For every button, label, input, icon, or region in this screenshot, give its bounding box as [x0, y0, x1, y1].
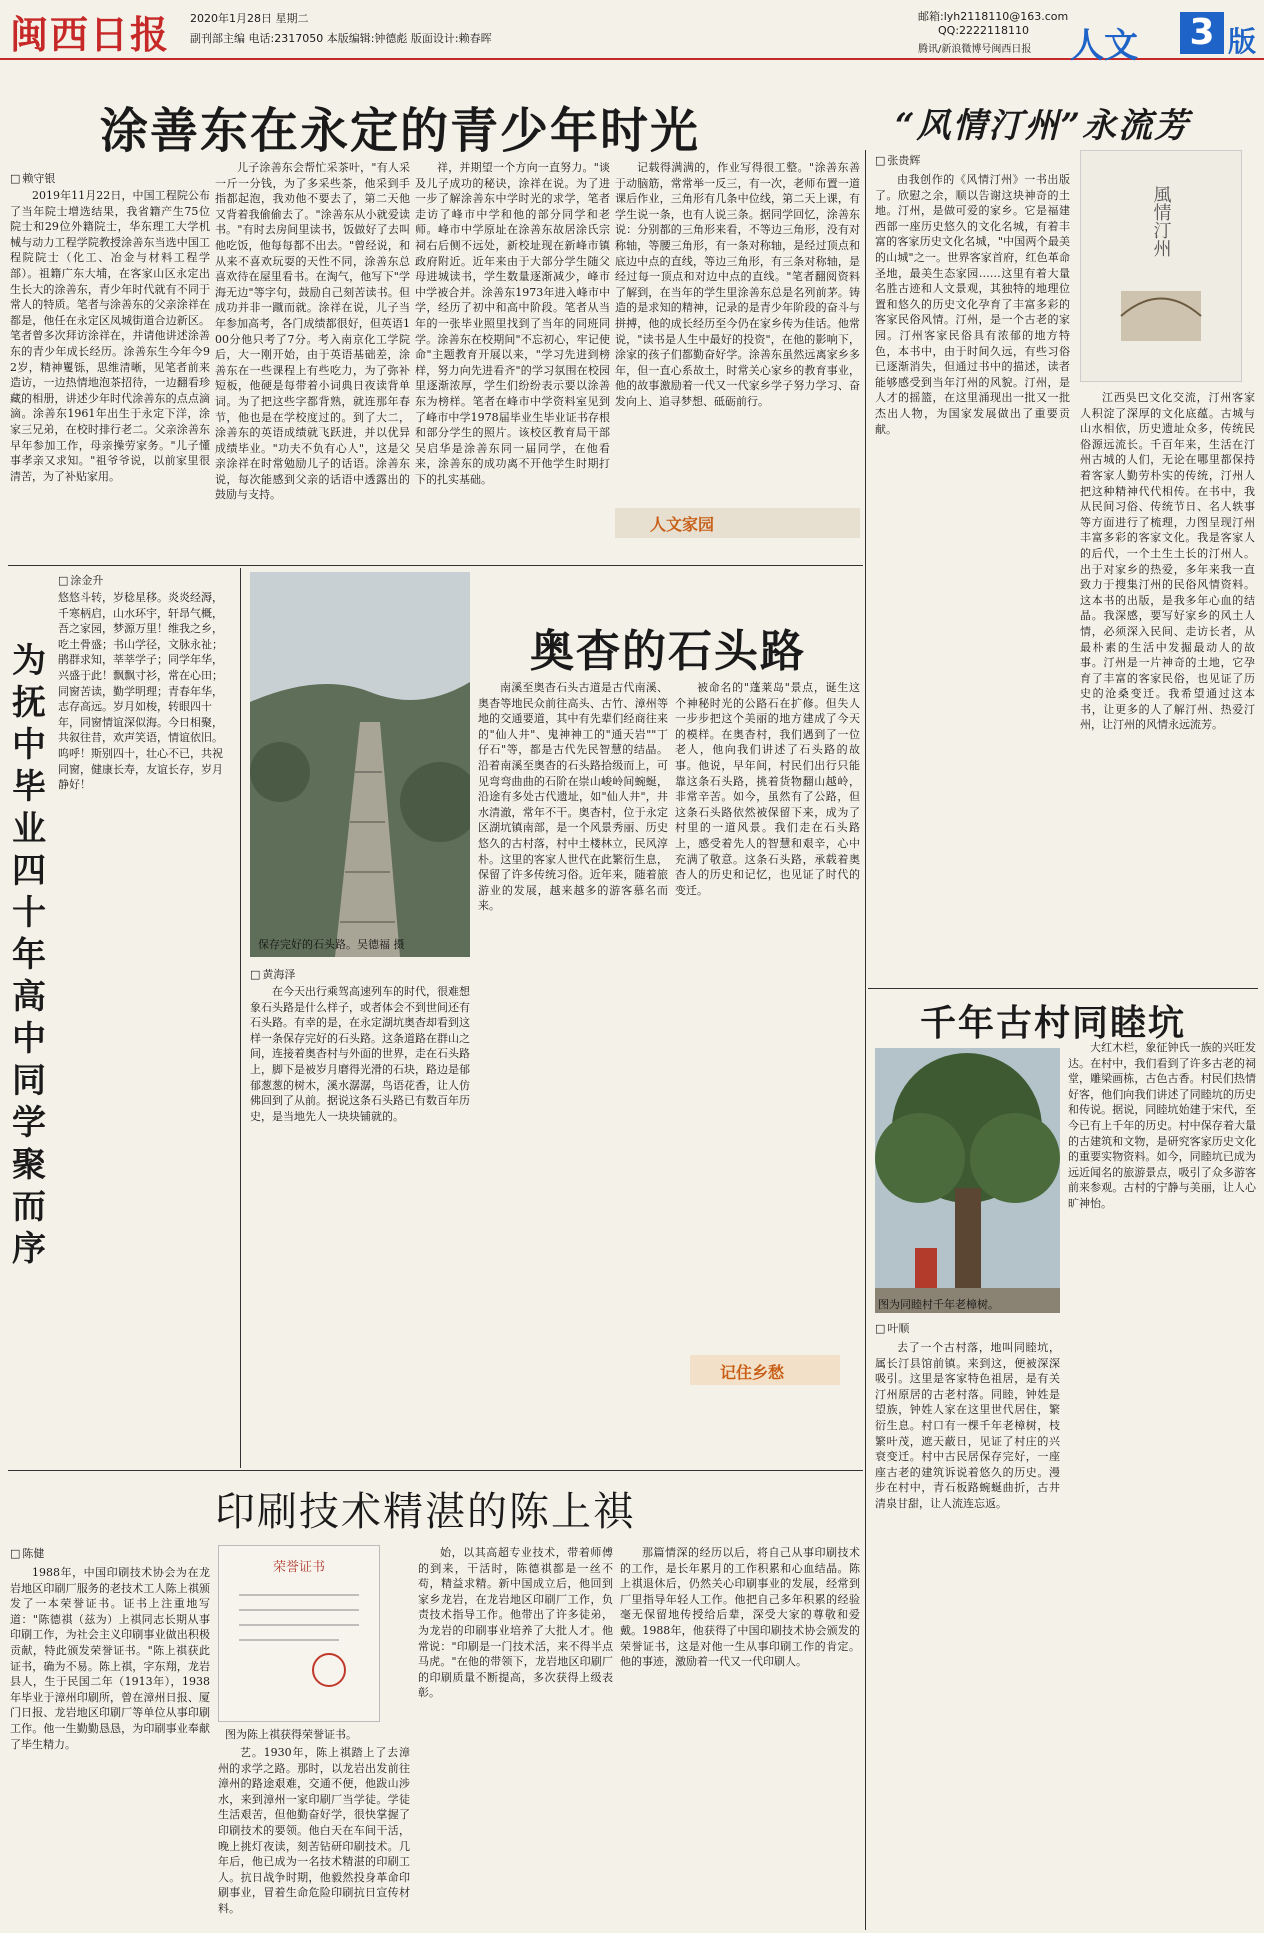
certificate-text: 荣誉证书	[272, 1560, 325, 1575]
article4-title: 千年古村同睦坑	[920, 1002, 1187, 1044]
article1-title: 涂善东在永定的青少年时光	[100, 103, 701, 159]
article3-col-mid: 南溪至奥杳石头古道是古代南溪、奥杳等地民众前往高头、古竹、漳州等地的交通要道，其中有先辈们经商往来的"仙人井"、鬼神神工的"通天岩""丁仔石"等，都是古代先民智慧的结晶。沿着南溪至奥杳的石头路拾级而上，可见弯弯曲曲的石阶在崇山峻岭间蜿蜒，沿途有多处古代遗址，如"仙人井"，井水清澈，常年不干。奥杳村，位于永定区湖坑镇南部，是一个风景秀丽、历史悠久的古村落，村中土楼林立，民风淳朴。这里的客家人世代在此繁衍生息，保留了许多传统习俗。近年来，随着旅游业的发展，越来越多的游客慕名而来。	[478, 681, 668, 913]
contact-email: 邮箱:lyh2118110@163.com	[918, 10, 1069, 23]
article3-title: 奥杳的石头路	[530, 626, 806, 677]
stone-road-caption: 保存完好的石头路。吴德福 摄	[258, 938, 405, 951]
article5-col1: 1988年，中国印刷技术协会为在龙岩地区印刷厂服务的老技术工人陈上祺颁发了一本荣誉证书。证书上注重地写道："陈德祺（兹为）上祺同志长期从事印刷工作，为社会主义印刷事业做出积极贡献，特此颁发荣誉证书。"陈上祺获此证书，确为不易。陈上祺，字东翔，龙岩县人，生于民国二年（1913年），1938年毕业于漳州印刷所，曾在漳州日报、厦门日报、龙岩地区印刷厂等单位从事印刷工作。他一生勤勤恳恳，为印刷事业奉献了毕生精力。	[10, 1566, 210, 1751]
article5-col4: 那篇情深的经历以后，将自己从事印刷技术的工作，是长年累月的工作积累和心血结晶。陈上祺退休后，仍然关心印刷事业的发展，经常到厂里指导年轻人工作。他把自己多年积累的经验毫无保留地传授给后辈，深受大家的尊敬和爱戴。1988年，他获得了中国印刷技术协会颁发的荣誉证书，这是对他一生从事印刷工作的肯定。他的事迹，激励着一代又一代印刷人。	[620, 1546, 860, 1669]
article1-col2: 儿子涂善东会帮忙采茶叶，"有人采一斤一分钱，为了多采些茶，他采到手指都起泡，我劝他不要去了，第二天他又背着我偷偷去了。"涂善东从小就爱读书。"有时去房间里读书，饭做好了去叫他吃饭，他每每都不出去。"曾经说，和从来不喜欢玩耍的天性不同，涂善东总喜欢待在屋里看书。在淘气，他写下"学海无边"等字句，鼓励自己刻苦读书。但成功并非一蹴而就。涂祥在说，儿子当年参加高考，各门成绩都很好，但英语100分他只考了7分。考入南京化工学院后，大一刚开始，由于英语基础差，涂善东在一些课程上有些吃力，为了弥补短板，他硬是每带着小词典日夜读背单词。为了把这些字都背熟，就连那年春节，他也是在学校度过的。到了大二，涂善东的英语成绩就飞跃进，并以优异成绩毕业。"功夫不负有心人"，这是父亲涂祥在时常勉励儿子的话语。涂善东说，每次能感到父亲的话语中透露出的鼓励与支持。	[215, 161, 410, 502]
contact-qq: QQ:2222118110	[938, 24, 1030, 37]
article1-col1: 2019年11月22日，中国工程院公布了当年院士增选结果，我省籍产生75位院士和29位外籍院士，华东理工大学机械与动力工程学院教授涂善东当选中国工程院院士（化工、冶金与材料工程学部）。祖籍广东大埔，在客家山区永定出生长大的涂善东，青少年时代就有不同于常人的特质。笔者与涂善东的父亲涂祥在都是，他任在永定区凤城街道合边新区。笔者曾多次拜访涂祥在，并请他讲述涂善东的青少年成长经历。涂善东生今年今92岁，精神矍铄，思维清晰，见笔者前来造访，一边热情地泡茶招待，一边翻看珍藏的相册，讲述少年时代涂善东的点点滴滴。涂善东1961年出生于永定下洋，涂家三兄弟，在校时排行老二。父亲涂善东早年参加工作，母亲操劳家务。"儿子懂事孝亲又求知。"祖爷爷说，以前家里很清苦，为了补贴家用。	[10, 189, 210, 483]
article4-byline: □ 叶顺	[875, 1320, 909, 1336]
divider	[8, 565, 863, 566]
certificate-photo	[218, 1545, 380, 1722]
article1-col3: 祥，并期望一个方向一直努力。"谈及儿子成功的秘诀，涂祥在说。为了进一步了解涂善东中学时光的求学，笔者走访了峰市中学和他的部分同学和老师。峰市中学原址在涂善东故居涂氏宗祠右后侧不远处，新校址现在新峰市镇政府附近。近年来由于大部分学生随父母进城读书，学生数量逐渐减少，峰市中学被合并。涂善东1973年进入峰市中学，经历了初中和高中阶段。笔者从当年的一张毕业照里找到了当年的同班同学。涂善东在校期间"不忘初心，牢记使命"主题教育开展以来，"学习先进到榜样，努力向先进看齐"的学习氛围在校园里逐渐浓厚，学生们纷纷表示要以涂善东为榜样。笔者在峰市中学资料室见到了峰市中学1978届毕业生毕业证书存根和部分学生的照片。该校区教育局干部吴启华是涂善东同一届同学，在他看来，涂善东的成功离不开他学生时期打下的扎实基础。	[415, 161, 610, 486]
newspaper-logo: 闽西日报	[10, 12, 171, 57]
article5-col3: 始，以其高超专业技术，带着师傅的到来，干活时，陈德祺都是一丝不苟，精益求精。新中国成立后，他回到家乡龙岩，在龙岩地区印刷厂工作，负责技术指导工作。他带出了许多徒弟，为龙岩的印刷事业培养了大批人才。他常说："印刷是一门技术活，来不得半点马虎。"在他的带领下，龙岩地区印刷厂的印刷质量不断提高，多次获得上级表彰。	[418, 1546, 613, 1700]
article2-col2: 江西吳巴文化交流，汀州客家人积淀了深厚的文化底蕴。古城与山水相依，历史遗址众多，传统民俗源远流长。千百年来，生活在汀州古城的人们，无论在哪里都保持着客家人勤劳朴实的传统，汀州人把这种精神代代相传。在书中，我从民间习俗、传统节日、名人轶事等方面进行了梳理，力图呈现汀州丰富多彩的客家文化。我是客家人的后代，一个土生土长的汀州人。出于对家乡的热爱，多年来我一直致力于搜集汀州的民俗风情资料。这本书的出版，是我多年心血的结晶。我深感，要写好家乡的风土人情，必须深入民间、走访长者，从最朴素的生活中发掘最动人的故事。汀州是一片神奇的土地，它孕育了丰富的客家民俗，也见证了历史的沧桑变迁。我希望通过这本书，让更多的人了解汀州、热爱汀州，让汀州的风情永远流芳。	[1080, 391, 1255, 732]
poem-title: 为抚中毕业四十年高中同学聚而序	[12, 641, 48, 1269]
divider	[8, 1470, 863, 1471]
article4-col-right: 大红木栏，象征钟氏一族的兴旺发达。在村中，我们看到了许多古老的祠堂，雕梁画栋，古色古香。村民们热情好客，他们向我们讲述了同睦坑的历史和传说。据说，同睦坑始建于宋代，至今已有上千年的历史。村中保存着大量的古建筑和文物，是研究客家历史文化的重要实物资料。如今，同睦坑已成为远近闻名的旅游景点，吸引了众多游客前来参观。古村的宁静与美丽，让人心旷神怡。	[1068, 1041, 1256, 1210]
weibo-line: 腾讯/新浪微博号闽西日报	[918, 44, 1032, 55]
article5-col2: 艺。1930年，陈上祺踏上了去漳州的求学之路。那时，以龙岩出发前往漳州的路途艰难，交通不便，他跋山涉水，来到漳州一家印刷厂当学徒。学徒生活艰苦，但他勤奋好学，很快掌握了印刷技术的要领。他白天在车间干活，晚上挑灯夜读，刻苦钻研印刷技术。几年后，他已成为一名技术精湛的印刷工人。抗日战争时期，他毅然投身革命印刷事业，冒着生命危险印刷抗日宣传材料。	[218, 1746, 410, 1915]
divider	[868, 988, 1258, 989]
editor-line: 副刊部主编 电话:2317050 本版编辑:钟德彪 版面设计:赖春晖	[190, 32, 492, 45]
article2-title: “风情汀州”永流芳	[895, 106, 1191, 146]
old-tree-photo	[875, 1048, 1060, 1313]
article2-col1: 由我创作的《风情汀州》一书出版了。欣慰之余，顺以告谢这块神奇的土地。汀州，是做可爱的家乡。它是福建西部一座历史悠久的文化名城，有着丰富的客家历史文化名城，"中国两个最美的山城"之一。世界客家首府，红色革命圣地，最美生态家园……这里有着大量名胜古迹和人文景观，其独特的地理位置和悠久的历史文化孕育了丰富多彩的客家民俗风情。汀州，是一个古老的家园。汀州客家民俗具有浓郁的地方特色，本书中，由于时间久远，有些习俗已逐渐消失，但通过书中的描述，读者能够感受到当年汀州的风貌。汀州，是人才的摇篮，在这里涌现出一批又一批杰出人物，为国家发展做出了重要贡献。	[875, 173, 1070, 436]
page-suffix: 版	[1228, 25, 1257, 58]
divider	[865, 990, 866, 1930]
svg-text:風情汀州: 風情汀州	[1150, 185, 1172, 257]
article4-col-left: 去了一个古村落，地叫同睦坑，属长汀县馆前镇。来到这，便被深深吸引。这里是客家特色祖居，是有关汀州原居的古老村落。同睦，钟姓是望族，钟姓人家在这里世代居住，繁衍生息。村口有一棵千年老樟树，枝繁叶茂，遮天蔽日，见证了村庄的兴衰变迁。村中古民居保存完好，一座座古老的建筑诉说着悠久的历史。漫步在村中，青石板路蜿蜒曲折，古井清泉甘甜，让人流连忘返。	[875, 1341, 1060, 1510]
article1-byline: □ 赖守银	[10, 170, 55, 186]
old-tree-caption: 图为同睦村千年老樟树。	[878, 1298, 999, 1311]
article3-col-right: 被命名的"蓬莱岛"景点，诞生这个神秘时光的公路石在扩修。但失人一步步把这个美丽的地方建成了今天的模样。在奥杳村，我们遇到了一位老人，他向我们讲述了石头路的故事。他说，早年间，村民们出行只能靠这条石头路，挑着货物翻山越岭，非常辛苦。如今，虽然有了公路，但这条石头路依然被保留下来，成为了村里的一道风景。我们走在石头路上，感受着先人的智慧和艰辛，心中充满了敬意。这条石头路，承载着奥杳人的历史和记忆，也见证了时代的变迁。	[675, 681, 860, 897]
page-number: 3	[1180, 12, 1224, 54]
section-name: 人文	[1070, 26, 1138, 66]
article2-byline: □ 张贵辉	[875, 152, 920, 168]
divider	[240, 568, 241, 1468]
article1-col4: 记载得满满的，作业写得很工整。"涂善东善于动脑筋，常常举一反三，有一次，老师布置一道课后作业，三角形有几条中位线，第二天上课，有学生说一条，也有人说三条。据同学回忆，涂善东说：分别都的三角形来看，不等边三角形，没有对称轴，等腰三角形，有一条对称轴，是经过顶点和底边中点的直线，等边三角形，有三条对称轴，是经过每一顶点和对边中点的直线。"笔者翻阅资料了解到，在当年的学生里涂善东总是名列前茅。铸造的是求知的精神，记录的是青少年阶段的奋斗与拼搏，他的成长经历至今仍在家乡传为佳话。他常说，"读书是人生中最好的投资"，在他的影响下，涂家的孩子们都勤奋好学。涂善东虽然远离家乡多年，但一直心系故土，时常关心家乡的教育事业，他的故事激励着一代又一代家乡学子努力学习、奋发向上、追寻梦想、砥砺前行。	[615, 161, 860, 408]
stone-road-photo	[250, 572, 470, 957]
xiangchou-tag: 记住乡愁	[720, 1363, 785, 1382]
poem-text: 悠悠斗转，岁稔星移。炎炎经溽，千寒柄启，山水环宇，轩昂气概，吾之家园，梦源万里！维我之乡，吃土骨盛；书山学径，文脉永祉；鹃群求知，莘莘学子；同学年华，兴盛于此！飘飘寸衫，常在心田；同窗苦读，勤学明理；青春年华，志存高远。岁月如梭，转眼四十年，同窗情谊深似海。今日相聚，共叙往昔，欢声笑语，情谊依旧。呜呼！斯别四十，壮心不已，共祝同窗，健康长寿，友谊长存，岁月静好！	[58, 591, 223, 792]
certificate-caption: 图为陈上祺获得荣誉证书。	[225, 1728, 357, 1741]
article5-byline: □ 陈健	[10, 1545, 44, 1561]
issue-date: 2020年1月28日 星期二	[190, 12, 309, 25]
article3-byline: □ 黄海泽	[250, 966, 295, 982]
article5-title: 印刷技术精湛的陈上祺	[215, 1489, 635, 1535]
article3-col-left: 在今天出行乘驾高速列车的时代，很难想象石头路是什么样子，或者体会不到世间还有石头路。有幸的是，在永定湖坑奥杳却看到这样一条保存完好的石头路。这条道路在群山之间，连接着奥杳村与外面的世界，走在石头路上，脚下是被岁月磨得光滑的石块，路边是郁郁葱葱的树木，溪水潺潺，鸟语花香，让人仿佛回到了从前。据说这条石头路已有数百年历史，是当地先人一块块铺就的。	[250, 985, 470, 1123]
poem-byline: □ 涂金升	[58, 572, 103, 588]
book-cover-image	[1080, 150, 1242, 382]
renwen-tag: 人文家园	[650, 515, 715, 534]
